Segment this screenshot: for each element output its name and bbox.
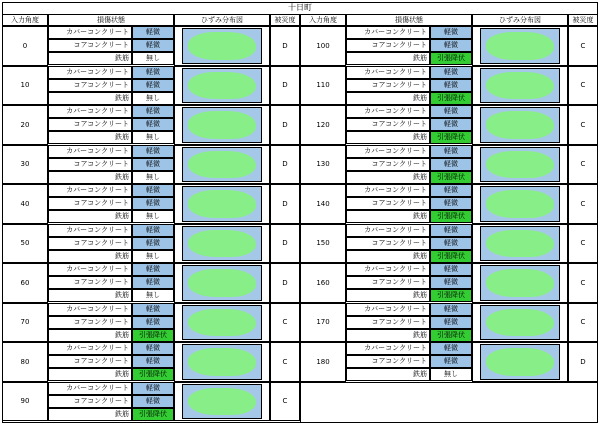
core-state-badge: 軽微 [430,237,472,250]
core-state-badge: 軽微 [430,118,472,131]
core-state-badge: 軽微 [430,355,472,368]
core-label: コアコンクリート [73,199,129,207]
core-state-badge: 軽微 [132,39,174,52]
strain-map [182,147,262,183]
core-label: コアコンクリート [371,199,427,207]
cover-state-badge: 軽微 [132,145,174,158]
column-header-label: 損傷状態 [97,16,125,24]
cover-label: カバーコンクリート [66,383,129,392]
angle-value: 40 [20,199,30,208]
core-label: コアコンクリート [371,357,427,365]
cover-label: カバーコンクリート [66,265,129,273]
cover-state-badge: 軽微 [430,145,472,158]
cover-label: カバーコンクリート [364,146,427,155]
cover-state-badge: 軽微 [132,105,174,118]
strain-region [486,111,554,139]
strain-region [486,348,554,376]
cover-label: カバーコンクリート [66,146,129,155]
cover-state-badge: 軽微 [430,26,472,39]
strain-map [182,344,262,380]
rebar-state-badge: 引張降伏 [430,329,472,342]
core-state-badge: 軽微 [132,395,174,408]
column-header-label: ひずみ分布図 [499,16,541,24]
rebar-state-badge: 引張降伏 [430,289,472,302]
cover-label: カバーコンクリート [66,107,129,115]
rebar-state-badge: 無し [132,210,174,223]
strain-map [480,226,560,262]
strain-map [182,226,262,262]
strain-region [188,309,256,337]
strain-map [480,305,560,341]
cover-state-badge: 軽微 [132,184,174,197]
rebar-state-badge: 無し [132,52,174,65]
cover-state-badge: 軽微 [132,263,174,276]
rebar-state-badge: 引張降伏 [430,250,472,263]
core-label: コアコンクリート [371,80,427,89]
rebar-state-badge: 無し [132,250,174,263]
strain-region [486,72,554,100]
angle-value: 100 [316,41,330,50]
core-label: コアコンクリート [371,41,427,49]
rebar-state-badge: 引張降伏 [430,210,472,223]
strain-map [480,186,560,222]
cover-label: カバーコンクリート [66,225,129,234]
cover-state-badge: 軽微 [430,184,472,197]
page-title: 十日町 [288,3,312,12]
core-state-badge: 軽微 [430,197,472,210]
rating-value: C [580,278,586,287]
rebar-label: 鉄筋 [115,330,129,339]
cover-state-badge: 軽微 [430,224,472,237]
cover-label: カバーコンクリート [364,28,427,36]
angle-value: 170 [316,318,330,327]
cover-state-badge: 軽微 [430,263,472,276]
rebar-label: 鉄筋 [413,370,427,378]
core-label: コアコンクリート [73,278,129,286]
rebar-label: 鉄筋 [115,251,129,260]
strain-map [182,28,262,64]
strain-map [182,265,262,301]
angle-value: 150 [316,239,330,248]
cover-state-badge: 軽微 [430,342,472,355]
rating-value: D [580,357,586,366]
rebar-label: 鉄筋 [115,291,129,299]
strain-region [188,32,256,60]
cover-label: カバーコンクリート [364,225,427,234]
cover-label: カバーコンクリート [364,344,427,352]
core-state-badge: 軽微 [430,316,472,329]
angle-value: 10 [20,81,30,90]
angle-value: 70 [20,318,30,327]
strain-region [188,72,256,100]
rebar-state-badge: 引張降伏 [132,368,174,381]
strain-map [480,68,560,104]
rating-value: C [580,239,586,248]
angle-value: 140 [316,199,330,208]
core-label: コアコンクリート [73,41,129,49]
rating-value: C [580,81,586,90]
rebar-state-badge: 引張降伏 [430,52,472,65]
rebar-state-badge: 無し [132,289,174,302]
rating-value: C [580,160,586,169]
core-state-badge: 軽微 [430,39,472,52]
strain-map [480,344,560,380]
strain-region [188,269,256,297]
rebar-label: 鉄筋 [115,370,129,378]
cover-label: カバーコンクリート [364,186,427,194]
rebar-label: 鉄筋 [413,291,427,299]
cover-state-badge: 軽微 [430,66,472,79]
rating-value: C [580,199,586,208]
strain-map [182,68,262,104]
strain-region [188,348,256,376]
rating-value: C [282,397,288,406]
rebar-label: 鉄筋 [115,133,129,141]
rebar-state-badge: 引張降伏 [430,92,472,105]
strain-map [182,384,262,420]
core-state-badge: 軽微 [132,118,174,131]
core-label: コアコンクリート [73,120,129,128]
strain-region [486,151,554,179]
cover-label: カバーコンクリート [364,107,427,115]
rebar-state-badge: 引張降伏 [430,171,472,184]
rebar-state-badge: 無し [430,368,472,381]
rebar-label: 鉄筋 [413,133,427,141]
angle-value: 0 [22,41,28,50]
rebar-state-badge: 引張降伏 [132,329,174,342]
strain-map [480,147,560,183]
strain-map [182,186,262,222]
cover-state-badge: 軽微 [132,303,174,316]
strain-region [486,190,554,218]
rating-value: C [580,120,586,129]
column-header-label: 損傷状態 [395,16,423,24]
core-label: コアコンクリート [371,317,427,326]
rating-value: D [282,278,288,287]
angle-value: 110 [316,81,330,90]
angle-value: 80 [20,357,30,366]
core-label: コアコンクリート [371,120,427,128]
strain-region [486,32,554,60]
column-header-label: 入力角度 [11,16,39,24]
rating-value: D [282,81,288,90]
rebar-state-badge: 無し [132,92,174,105]
core-state-badge: 軽微 [132,197,174,210]
rebar-label: 鉄筋 [413,251,427,260]
angle-value: 130 [316,160,330,169]
strain-map [480,107,560,143]
cover-label: カバーコンクリート [66,304,129,313]
rating-value: C [580,41,586,50]
rating-value: D [282,239,288,248]
angle-value: 90 [20,397,30,406]
core-label: コアコンクリート [371,278,427,286]
core-state-badge: 軽微 [430,158,472,171]
angle-value: 30 [20,160,30,169]
rating-value: C [580,318,586,327]
cover-state-badge: 軽微 [132,382,174,395]
strain-map [480,28,560,64]
rating-value: C [282,318,288,327]
core-label: コアコンクリート [73,357,129,365]
rebar-label: 鉄筋 [413,330,427,339]
rating-value: D [282,199,288,208]
rebar-label: 鉄筋 [115,54,129,62]
strain-map [182,107,262,143]
rebar-label: 鉄筋 [115,409,129,418]
cover-label: カバーコンクリート [66,186,129,194]
column-header-label: ひずみ分布図 [201,16,243,24]
core-label: コアコンクリート [73,238,129,247]
angle-value: 50 [20,239,30,248]
cover-label: カバーコンクリート [66,67,129,76]
core-state-badge: 軽微 [132,276,174,289]
rebar-label: 鉄筋 [413,212,427,220]
rating-value: D [282,120,288,129]
rebar-label: 鉄筋 [115,172,129,181]
core-state-badge: 軽微 [132,158,174,171]
column-header-label: 被災度 [274,16,296,24]
strain-region [188,230,256,258]
strain-region [486,230,554,258]
cover-state-badge: 軽微 [132,342,174,355]
core-label: コアコンクリート [371,159,427,168]
strain-map [480,265,560,301]
core-state-badge: 軽微 [132,355,174,368]
cover-label: カバーコンクリート [66,28,129,36]
rebar-label: 鉄筋 [413,172,427,181]
core-label: コアコンクリート [73,317,129,326]
cover-state-badge: 軽微 [430,303,472,316]
strain-region [188,388,256,416]
rebar-state-badge: 無し [132,171,174,184]
strain-map [182,305,262,341]
rebar-label: 鉄筋 [413,93,427,102]
cover-label: カバーコンクリート [66,344,129,352]
core-state-badge: 軽微 [132,237,174,250]
cover-label: カバーコンクリート [364,67,427,76]
core-state-badge: 軽微 [430,276,472,289]
angle-value: 180 [316,357,330,366]
core-state-badge: 軽微 [132,316,174,329]
core-label: コアコンクリート [371,238,427,247]
cover-state-badge: 軽微 [132,224,174,237]
column-header-label: 被災度 [572,16,594,24]
angle-value: 120 [316,120,330,129]
core-state-badge: 軽微 [430,79,472,92]
empty-cell [300,382,598,424]
angle-value: 20 [20,120,30,129]
rebar-label: 鉄筋 [413,54,427,62]
rating-value: D [282,160,288,169]
strain-region [486,309,554,337]
cover-label: カバーコンクリート [364,265,427,273]
strain-region [188,111,256,139]
rating-value: C [282,357,288,366]
cover-state-badge: 軽微 [430,105,472,118]
cover-label: カバーコンクリート [364,304,427,313]
core-label: コアコンクリート [73,396,129,405]
rebar-state-badge: 引張降伏 [132,408,174,421]
column-header-label: 入力角度 [309,16,337,24]
rebar-state-badge: 無し [132,131,174,144]
strain-region [188,151,256,179]
core-state-badge: 軽微 [132,79,174,92]
rebar-label: 鉄筋 [115,212,129,220]
angle-value: 160 [316,278,330,287]
rebar-label: 鉄筋 [115,93,129,102]
core-label: コアコンクリート [73,159,129,168]
rating-value: D [282,41,288,50]
strain-region [486,269,554,297]
rebar-state-badge: 引張降伏 [430,131,472,144]
cover-state-badge: 軽微 [132,66,174,79]
angle-value: 60 [20,278,30,287]
core-label: コアコンクリート [73,80,129,89]
cover-state-badge: 軽微 [132,26,174,39]
strain-region [188,190,256,218]
